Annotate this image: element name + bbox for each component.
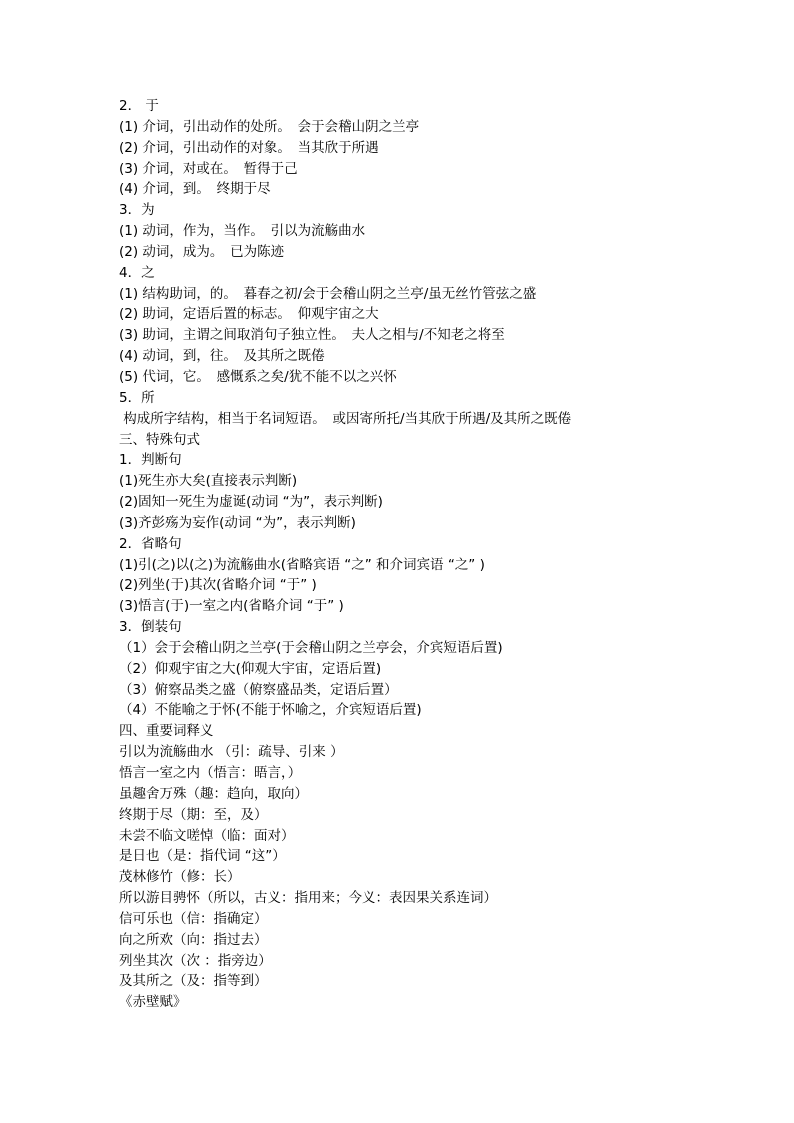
text-line: (3)悟言(于)一室之内(省略介词 “于” ) [119,598,344,615]
text-line: （1）会于会稽山阴之兰亭(于会稽山阴之兰亭会，介宾短语后置) [119,639,503,656]
text-line: (1) 动词，作为，当作。 引以为流觞曲水 [119,223,366,240]
text-line: (1) 介词，引出动作的处所。 会于会稽山阴之兰亭 [119,118,420,135]
text-line: 1．判断句 [119,452,182,469]
section-heading: 三、特殊句式 [119,431,200,448]
text-line: (1)死生亦大矣(直接表示判断) [119,473,298,490]
text-line: (2) 介词，引出动作的对象。 当其欣于所遇 [119,139,379,156]
text-line: 4．之 [119,264,155,281]
text-line: (1) 结构助词，的。 暮春之初/会于会稽山阴之兰亭/虽无丝竹管弦之盛 [119,285,537,302]
text-line: 3．为 [119,202,155,219]
text-line: (4) 动词，到，往。 及其所之既倦 [119,348,325,365]
text-line: (5) 代词，它。 感慨系之矣/犹不能不以之兴怀 [119,368,397,385]
text-line: 悟言一室之内（悟言：晤言，） [119,765,302,781]
text-line: (2)固知一死生为虚诞(动词 “为”，表示判断) [119,494,383,511]
text-line: 是日也（是：指代词 “这”） [119,848,286,865]
text-line: 引以为流觞曲水 （引：疏导、引来 ） [119,744,344,761]
text-line: （3）俯察品类之盛（俯察盛品类，定语后置） [119,681,398,698]
text-line: (2) 动词，成为。 已为陈迹 [119,243,285,260]
text-line: 构成所字结构，相当于名词短语。 或因寄所托/当其欣于所遇/及其所之既倦 [119,410,572,427]
text-line: (2)列坐(于)其次(省略介词 “于” ) [119,577,317,594]
text-line: 列坐其次（次 ：指旁边） [119,952,272,969]
document-body [119,96,759,1013]
text-line: (4) 介词，到。 终期于尽 [119,181,271,198]
section-title: 《赤壁赋》 [119,994,187,1011]
text-line: （4）不能喻之于怀(不能于怀喻之，介宾短语后置) [119,702,422,719]
text-line: 及其所之（及：指等到） [119,973,268,990]
text-line: 3．倒装句 [119,619,182,636]
text-line: 茂林修竹（修：长） [119,869,241,886]
text-line: 2． 于 [119,98,159,114]
text-line: 所以游目骋怀（所以，古义：指用来；今义：表因果关系连词） [119,890,497,907]
text-line: 信可乐也（信：指确定） [119,910,268,927]
section-heading: 四、重要词释义 [119,723,214,740]
text-line: 5．所 [119,389,155,406]
text-line: (1)引(之)以(之)为流觞曲水(省略宾语 “之” 和介词宾语 “之” ) [119,556,485,573]
text-line: (2) 助词，定语后置的标志。 仰观宇宙之大 [119,306,379,323]
text-line: (3)齐彭殇为妄作(动词 “为”，表示判断) [119,514,356,531]
text-line: (3) 助词，主谓之间取消句子独立性。 夫人之相与/不知老之将至 [119,327,505,344]
text-line: (3) 介词，对或在。 暂得于己 [119,160,298,177]
text-line: （2）仰观宇宙之大(仰观大宇宙，定语后置) [119,660,382,677]
text-line: 未尝不临文嗟悼（临：面对） [119,827,295,844]
text-line: 2．省略句 [119,535,182,552]
text-line: 终期于尽（期：至，及） [119,806,268,823]
text-line: 向之所欢（向：指过去） [119,931,268,948]
text-line: 虽趣舍万殊（趣：趋向，取向） [119,785,308,802]
